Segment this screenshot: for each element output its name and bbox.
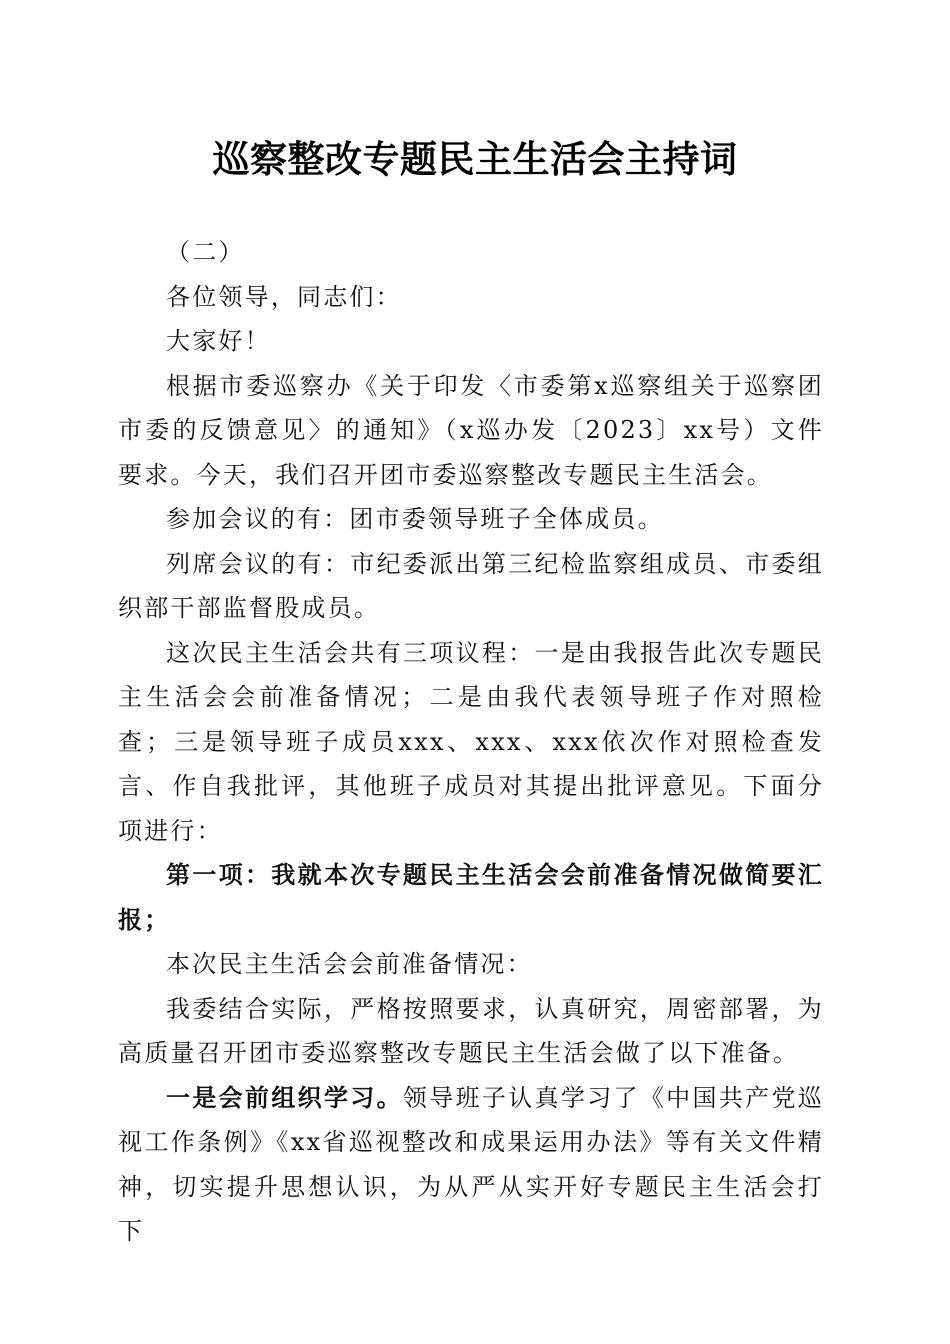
study-lead: 一是会前组织学习。 [166, 1082, 403, 1112]
basis-paragraph: 根据市委巡察办《关于印发〈市委第x巡察组关于巡察团市委的反馈意见〉的通知》（x巡办发〔2023〕xx号）文件要求。今天，我们召开团市委巡察整改专题民主生活会。 [118, 371, 824, 489]
hello-paragraph: 大家好！ [166, 327, 271, 355]
attendees-paragraph: 参加会议的有：团市委领导班子全体成员。 [166, 505, 664, 533]
prep-paragraph: 我委结合实际，严格按照要求，认真研究，周密部署，为高质量召开团市委巡察整改专题民主生活会做了以下准备。 [118, 994, 824, 1067]
greeting-paragraph: 各位领导，同志们： [166, 282, 402, 311]
item-one-paragraph: 第一项：我就本次专题民主生活会会前准备情况做简要汇报； [118, 860, 824, 934]
prep-heading-paragraph: 本次民主生活会会前准备情况： [166, 950, 533, 978]
study-paragraph [118, 1076, 824, 1254]
document-title: 巡察整改专题民主生活会主持词 [212, 137, 738, 181]
study-text: 领导班子认真学习了《中国共产党巡视工作条例》《xx省巡视整改和成果运用办法》等有关文件精神，切实提升思想认识，为从严从实开好专题民主生活会打下 [118, 1083, 824, 1245]
agenda-paragraph: 这次民主生活会共有三项议程：一是由我报告此次专题民主生活会会前准备情况；二是由我代表领导班子作对照检查；三是领导班子成员xxx、xxx、xxx依次作对照检查发言、作自我批评，其他班子成员对其提出批评意见。下面分项进行： [118, 638, 824, 845]
document-body [118, 230, 824, 1254]
section-marker: （二） [166, 238, 245, 266]
observers-paragraph: 列席会议的有：市纪委派出第三纪检监察组成员、市委组织部干部监督股成员。 [118, 549, 824, 622]
